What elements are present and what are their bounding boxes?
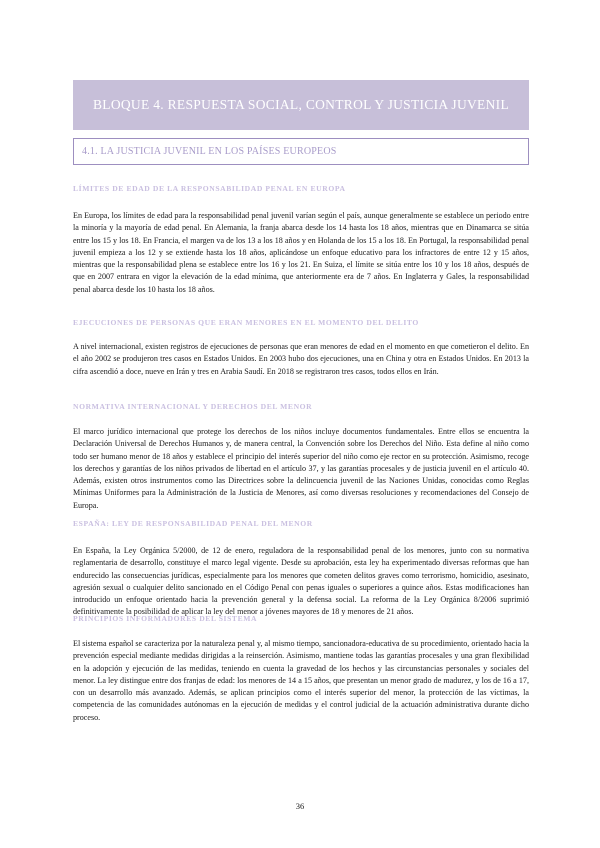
- subsection-title: 4.1. LA JUSTICIA JUVENIL EN LOS PAÍSES EUROPEOS: [82, 146, 337, 157]
- section-international-norms: [73, 402, 529, 512]
- section-principles: [73, 614, 529, 724]
- subsection-title-box: [73, 138, 529, 165]
- page-number: 36: [295, 801, 305, 811]
- section-heading: NORMATIVA INTERNACIONAL Y DERECHOS DEL MENOR: [73, 402, 313, 411]
- section-text: En Europa, los límites de edad para la responsabilidad penal juvenil varían según el país, aunque generalmente se establece un periodo entre la minoría y la mayoría de edad penal. En Alemania, la franja abarca desde los 14 hasta los 18 años, mientras que en Dinamarca se sitúa entre los 15 y los 18. En Francia, el margen va de los 13 a los 18 años y en Holanda de los 15 a los 18. En Portugal, la responsabilidad penal juvenil empieza a los 12 y se extiende hasta los 18 años, aplicándose un enfoque educativo para los infractores de entre 12 y 15 años, mientras que la responsabilidad plena se establece entre los 16 y los 21. En Suiza, el límite se sitúa entre los 10 y los 18 años, después de que en 2007 entrara en vigor la elevación de la edad mínima, que anteriormente era de 7 años. En Inglaterra y Gales, la responsabilidad penal abarca desde los 10 hasta los 18 años.: [73, 211, 529, 294]
- section-text: En España, la Ley Orgánica 5/2000, de 12 de enero, reguladora de la responsabilidad penal de los menores, junto con su normativa reglamentaria de desarrollo, constituye el marco legal vigente. Desde su aprobación, esta ley ha experimentado diversas reformas que han endurecido las consecuencias jurídicas, especialmente para los menores que cometen delitos graves como terrorismo, homicidio, asesinato, agresión sexual o cualquier delito sancionado en el Código Penal con penas iguales o superiores a quince años. Estas modificaciones han introducido un enfoque orientado hacia la prevención general y la defensa social. La reforma de la Ley Orgánica 8/2006 suprimió definitivamente la posibilidad de aplicar la ley del menor a jóvenes mayores de 18 y menores de 21 años.: [73, 546, 529, 617]
- block-title: BLOQUE 4. RESPUESTA SOCIAL, CONTROL Y JUSTICIA JUVENIL: [92, 97, 509, 112]
- section-heading: ESPAÑA: LEY DE RESPONSABILIDAD PENAL DEL MENOR: [73, 519, 313, 528]
- section-text: A nivel internacional, existen registros de ejecuciones de personas que eran menores de edad en el momento en que cometieron el delito. En el año 2002 se produjeron tres casos en Estados Unidos. En 2003 hubo dos ejecuciones, una en China y otra en Estados Unidos. En 2013 la cifra ascendió a doce, nueve en Irán y tres en Arabia Saudí. En 2018 se registraron tres casos, todos ellos en Irán.: [73, 342, 529, 376]
- section-text: El sistema español se caracteriza por la naturaleza penal y, al mismo tiempo, sancionadora-educativa de su procedimiento, orientado hacia la prevención especial mediante medidas dirigidas a la reinserción. Asimismo, mantiene todas las garantías procesales y una gran flexibilidad en la adopción y ejecución de las medidas, teniendo en cuenta la gravedad de los hechos y las circunstancias personales y sociales del menor. La ley distingue entre dos franjas de edad: los menores de 14 a 15 años, que presentan un menor grado de madurez, y los de 16 a 17, con un desarrollo más avanzado. Además, se aplican principios como el interés superior del menor, la protección de las víctimas, la competencia de las comunidades autónomas en la ejecución de medidas y el control judicial de la actuación administrativa durante dicho proceso.: [73, 639, 529, 722]
- section-heading: LÍMITES DE EDAD DE LA RESPONSABILIDAD PENAL EN EUROPA: [73, 184, 346, 193]
- section-heading: EJECUCIONES DE PERSONAS QUE ERAN MENORES EN EL MOMENTO DEL DELITO: [73, 318, 419, 327]
- section-heading: PRINCIPIOS INFORMADORES DEL SISTEMA: [73, 614, 258, 623]
- section-spain-law: [73, 519, 529, 619]
- block-title-banner: [73, 80, 529, 130]
- section-text: El marco jurídico internacional que protege los derechos de los niños incluye documentos fundamentales. Entre ellos se encuentra la Declaración Universal de Derechos Humanos y, de manera central, la Convención sobre los Derechos del Niño. Esta define al niño como todo ser humano menor de 18 años y establece el principio del interés superior del niño como eje rector en su protección. Asimismo, recoge los derechos y garantías de los niños privados de libertad en el artículo 37, y las garantías procesales y de justicia juvenil en el artículo 40. Además, existen otros instrumentos como las Directrices sobre la delincuencia juvenil de las Naciones Unidas, conocidas como Reglas Mínimas Uniformes para la Administración de la Justicia de Menores, así como diversas resoluciones y recomendaciones del Consejo de Europa.: [73, 427, 529, 510]
- section-executions: [73, 318, 529, 378]
- section-age-limits: [73, 184, 529, 296]
